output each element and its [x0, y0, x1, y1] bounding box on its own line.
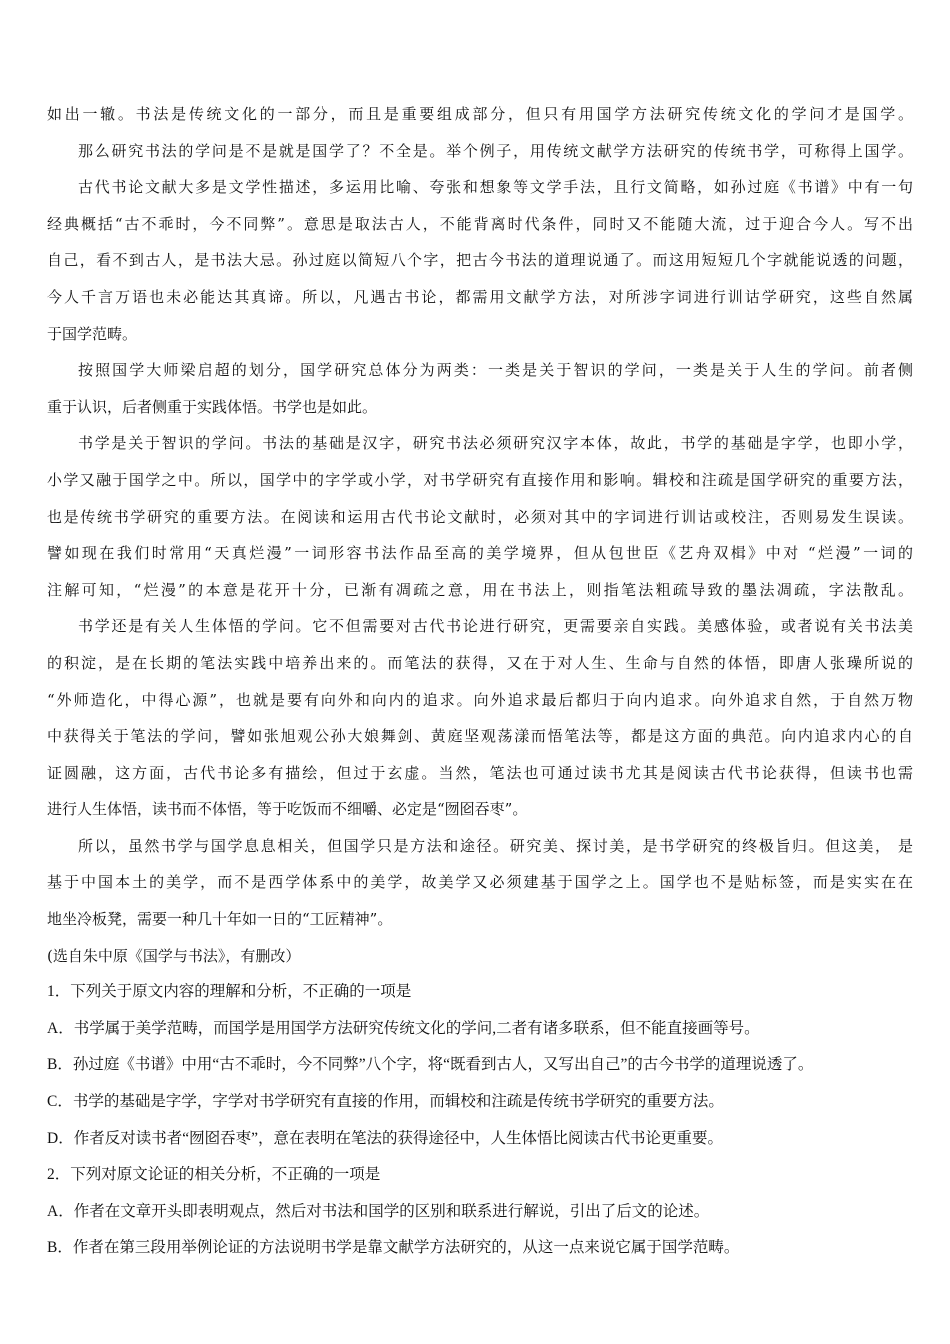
question-2-option-b: B．作者在第三段用举例论证的方法说明书学是靠文献学方法研究的，从这一点来说它属于国学范畴。	[47, 1239, 740, 1257]
passage-line: 证圆融，这方面，古代书论多有描绘，但过于玄虚。当然，笔法也可通过读书尤其是阅读古代书论获得，但读书也需	[47, 763, 913, 782]
passage-line: 古代书论文献大多是文学性描述，多运用比喻、夸张和想象等文学手法，且行文简略，如孙过庭《书谱》中有一句	[78, 178, 913, 197]
question-2-stem: 2．下列对原文论证的相关分析，不正确的一项是	[47, 1166, 381, 1184]
question-1-option-a: A．书学属于美学范畴，而国学是用国学方法研究传统文化的学问,二者有诸多联系，但不能直接画等号。	[47, 1019, 760, 1037]
source-citation: (选自朱中原《国学与书法》，有删改）	[47, 946, 301, 965]
question-2-option-a: A．作者在文章开头即表明观点，然后对书法和国学的区别和联系进行解说，引出了后文的论述。	[47, 1202, 710, 1220]
passage-line: 经典概括“古不乖时，今不同弊”。意思是取法古人，不能背离时代条件，同时又不能随大流，过于迎合今人。写不出	[47, 214, 913, 233]
passage-line: 重于认识，后者侧重于实践体悟。书学也是如此。	[47, 397, 378, 416]
passage-line: 那么研究书法的学问是不是就是国学了？不全是。举个例子，用传统文献学方法研究的传统书学，可称得上国学。	[78, 141, 913, 160]
passage-line: 譬如现在我们时常用“天真烂漫”一词形容书法作品至高的美学境界，但从包世臣《艺舟双楫》中对 “烂漫”一词的	[47, 544, 913, 563]
passage-line: 如出一辙。书法是传统文化的一部分，而且是重要组成部分，但只有用国学方法研究传统文化的学问才是国学。	[47, 105, 913, 123]
passage-line: 小学又融于国学之中。所以，国学中的字学或小学，对书学研究有直接作用和影响。辑校和注疏是国学研究的重要方法，	[47, 470, 913, 489]
passage-line: 中获得关于笔法的学问，譬如张旭观公孙大娘舞剑、黄庭坚观荡漾而悟笔法等，都是这方面的典范。向内追求内心的自	[47, 727, 913, 746]
question-1-option-d: D．作者反对读书者“囫囵吞枣”，意在表明在笔法的获得途径中，人生体悟比阅读古代书论更重要。	[47, 1129, 723, 1147]
passage-line: “外师造化，中得心源”，也就是要有向外和向内的追求。向外追求最后都归于向内追求。向外追求自然，于自然万物	[47, 690, 913, 709]
passage-line: 书学是关于智识的学问。书法的基础是汉字，研究书法必须研究汉字本体，故此，书学的基础是字学，也即小学，	[78, 434, 913, 453]
passage-line: 按照国学大师梁启超的划分，国学研究总体分为两类：一类是关于智识的学问，一类是关于人生的学问。前者侧	[78, 361, 913, 380]
passage-line: 今人千言万语也未必能达其真谛。所以，凡遇古书论，都需用文献学方法，对所涉字词进行训诂学研究，这些自然属	[47, 287, 913, 306]
passage-line: 于国学范畴。	[47, 324, 138, 343]
question-1-option-b: B．孙过庭《书谱》中用“古不乖时，今不同弊”八个字，将“既看到古人，又写出自己”的古今书学的道理说透了。	[47, 1056, 814, 1074]
passage-line: 也是传统书学研究的重要方法。在阅读和运用古代书论文献时，必须对其中的字词进行训诂或校注，否则易发生误读。	[47, 507, 913, 526]
passage-line: 注解可知，“烂漫”的本意是花开十分，已渐有凋疏之意，用在书法上，则指笔法粗疏导致的墨法凋疏，字法散乱。	[47, 580, 913, 599]
passage-line: 的积淀，是在长期的笔法实践中培养出来的。而笔法的获得，又在于对人生、生命与自然的体悟，即唐人张璪所说的	[47, 653, 913, 672]
passage-line: 自己，看不到古人，是书法大忌。孙过庭以简短八个字，把古今书法的道理说通了。而这用短短几个字就能说透的问题，	[47, 251, 913, 270]
passage-line: 书学还是有关人生体悟的学问。它不但需要对古代书论进行研究，更需要亲自实践。美感体验，或者说有关书法美	[78, 617, 913, 636]
question-1-option-c: C．书学的基础是字学，字学对书学研究有直接的作用，而辑校和注疏是传统书学研究的重要方法。	[47, 1093, 724, 1111]
document-page	[47, 96, 913, 1267]
passage-line: 基于中国本土的美学，而不是西学体系中的美学，故美学又必须建基于国学之上。国学也不是贴标签，而是实实在在	[47, 873, 913, 892]
passage-line: 进行人生体悟，读书而不体悟，等于吃饭而不细嚼、必定是“囫囵吞枣”。	[47, 800, 528, 819]
passage-line: 所以，虽然书学与国学息息相关，但国学只是方法和途径。研究美、探讨美，是书学研究的终极旨归。但这美， 是	[78, 836, 913, 855]
question-1-stem: 1．下列关于原文内容的理解和分析，不正确的一项是	[47, 983, 412, 1001]
passage-line: 地坐冷板凳，需要一种几十年如一日的“工匠精神”。	[47, 910, 393, 929]
